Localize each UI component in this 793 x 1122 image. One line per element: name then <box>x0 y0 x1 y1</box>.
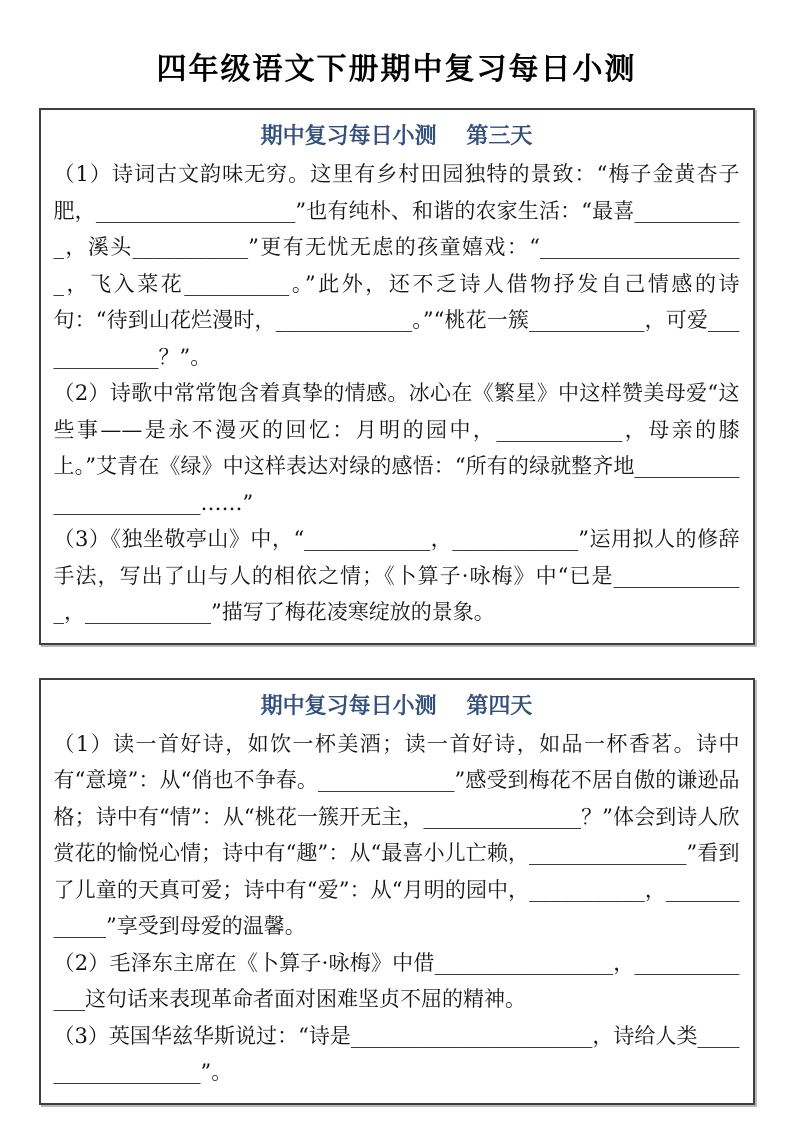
quiz-header-day: 第四天 <box>466 692 533 719</box>
quiz-header-title: 期中复习每日小测 <box>260 692 437 719</box>
page-title: 四年级语文下册期中复习每日小测 <box>156 52 637 87</box>
quiz-box-day-4-header <box>54 688 740 724</box>
day-3-question-2: （2）诗歌中常常饱含着真挚的情感。冰心在《繁星》中这样赞美母爱“这些事——是永不漫灭的回忆：月明的园中，____________，母亲的膝上。”艾青在《绿》中这样表达对绿的感悟：“所有的绿就整齐地________________________……” <box>53 381 740 515</box>
day-3-question-1: （1）诗词古文韵味无穷。这里有乡村田园独特的景致：“梅子金黄杏子肥，___________________”也有纯朴、和谐的农家生活：“最喜___________，溪头___________”更有无忧无虑的孩童嬉戏：“____________________，飞入菜花__________。”此外，还不乏诗人借物抒发自己情感的诗句：“待到山花烂漫时，_____________。”“桃花一簇___________，可爱_____________？”。 <box>53 162 740 369</box>
quiz-header-day: 第三天 <box>466 123 533 149</box>
quiz-box-day-3-header <box>54 118 740 154</box>
quiz-box-day-3 <box>39 108 755 645</box>
day-4-question-1: （1）读一首好诗，如饮一杯美酒；读一首好诗，如品一杯香茗。诗中有“意境”：从“俏也不争春。_____________”感受到梅花不居自傲的谦逊品格；诗中有“情”：从“桃花一簇开无主，_______________？”体会到诗人欣赏花的愉悦心情；诗中有“趣”：从“最喜小儿亡赖，_______________”看到了儿童的天真可爱；诗中有“爱”：从“月明的园中，___________，____________”享受到母爱的温馨。 <box>53 731 740 938</box>
day-4-question-2: （2）毛泽东主席在《卜算子·咏梅》中借_________________，_____________这句话来表现革命者面对困难坚贞不屈的精神。 <box>53 950 740 1011</box>
day-4-question-3: （3）英国华兹华斯说过：“诗是_______________________，诗给人类__________________”。 <box>53 1023 740 1084</box>
quiz-header-title: 期中复习每日小测 <box>260 123 437 149</box>
day-3-question-3: （3）《独坐敬亭山》中，“____________，____________”运用拟人的修辞手法，写出了山与人的相依之情；《卜算子·咏梅》中“已是_____________，____________”描写了梅花凌寒绽放的景象。 <box>53 527 740 624</box>
quiz-box-day-4 <box>39 678 755 1105</box>
